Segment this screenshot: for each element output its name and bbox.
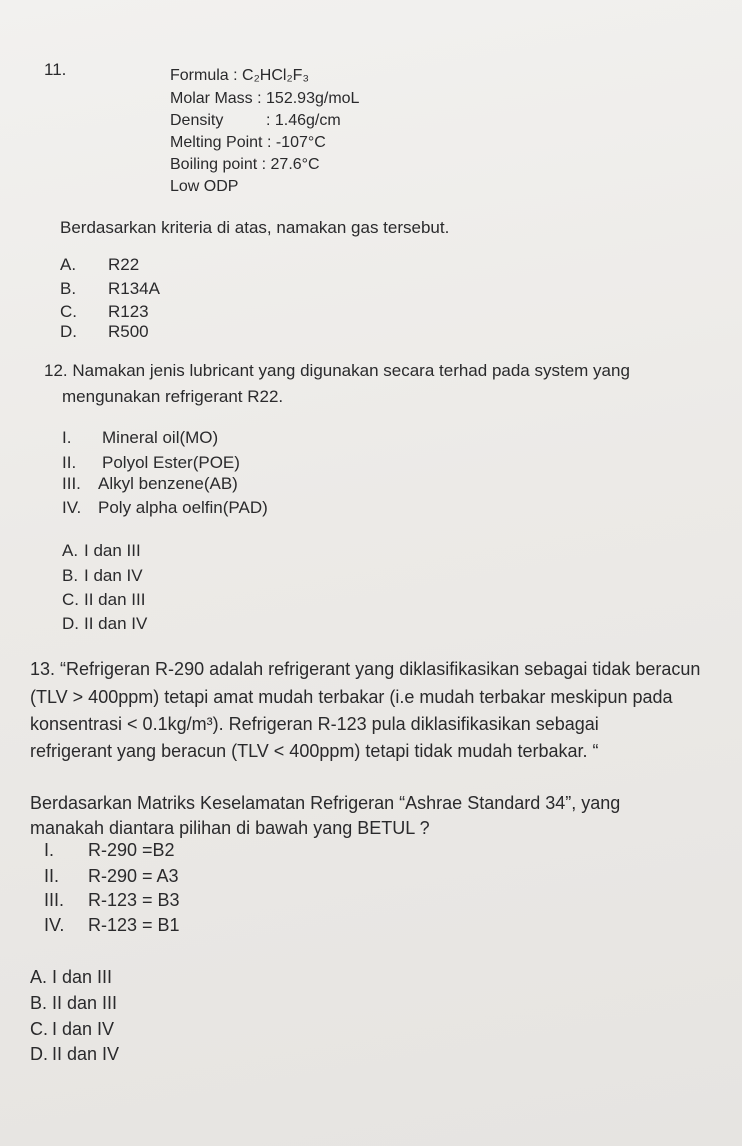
question-13-line-4: refrigerant yang beracun (TLV < 400ppm) tetapi tidak mudah terbakar. “ xyxy=(30,741,599,761)
option-text: R500 xyxy=(108,322,149,341)
item-text: R-123 = B3 xyxy=(88,890,180,910)
q12-item-4 xyxy=(62,498,268,518)
spec-value: : 1.46g/cm xyxy=(266,112,341,129)
option-letter: D. xyxy=(30,1044,48,1064)
q13-option-a[interactable] xyxy=(30,967,112,988)
q12-item-3 xyxy=(62,474,238,494)
q13-option-b[interactable] xyxy=(30,993,117,1014)
item-text: R-290 =B2 xyxy=(88,840,175,860)
option-text: II dan III xyxy=(52,993,118,1013)
q13-option-d[interactable] xyxy=(30,1044,119,1065)
item-roman: III. xyxy=(62,474,81,493)
item-roman: I. xyxy=(44,840,55,860)
question-13-line-3: konsentrasi < 0.1kg/m³). Refrigeran R-123 pula diklasifikasikan sebagai xyxy=(30,714,599,734)
question-13-line-1: 13. “Refrigeran R-290 adalah refrigerant yang diklasifikasikan sebagai tidak beracun xyxy=(30,659,701,679)
question-11-text: Berdasarkan kriteria di atas, namakan gas tersebut. xyxy=(60,218,450,237)
option-letter: A. xyxy=(62,541,79,560)
item-text: Polyol Ester(POE) xyxy=(102,453,240,472)
q13-item-2 xyxy=(44,866,179,887)
option-letter: B. xyxy=(30,993,48,1013)
spec-value: C₂HCl₂F₃ xyxy=(242,67,309,84)
q12-option-b[interactable] xyxy=(62,566,143,586)
q13-item-1 xyxy=(44,840,175,861)
item-roman: II. xyxy=(44,866,60,886)
q12-item-2 xyxy=(62,453,240,473)
option-text: I dan III xyxy=(84,541,141,560)
spec-melting-point xyxy=(170,132,326,154)
option-letter: C. xyxy=(60,302,77,321)
q11-option-c[interactable] xyxy=(60,302,149,322)
q12-item-1 xyxy=(62,428,218,448)
option-letter: B. xyxy=(62,566,79,585)
spec-label: Melting Point : xyxy=(170,134,272,151)
spec-molar-mass xyxy=(170,88,359,110)
q11-option-d[interactable] xyxy=(60,322,149,342)
item-roman: III. xyxy=(44,890,65,910)
option-text: II dan III xyxy=(84,590,146,609)
option-text: R123 xyxy=(108,302,149,321)
spec-label: Density xyxy=(170,112,224,129)
item-text: R-123 = B1 xyxy=(88,915,180,935)
question-12-line-2: mengunakan refrigerant R22. xyxy=(62,387,284,406)
item-text: Mineral oil(MO) xyxy=(102,428,219,447)
option-letter: C. xyxy=(30,1019,48,1039)
option-text: II dan IV xyxy=(52,1044,120,1064)
option-text: R134A xyxy=(108,279,160,298)
q11-option-a[interactable] xyxy=(60,255,139,275)
q12-option-a[interactable] xyxy=(62,541,141,561)
question-13-line-2: (TLV > 400ppm) tetapi amat mudah terbakar (i.e mudah terbakar meskipun pada xyxy=(30,687,673,707)
question-13-prompt-line-2: manakah diantara pilihan di bawah yang BETUL ? xyxy=(30,818,430,838)
item-roman: I. xyxy=(62,428,72,447)
spec-label: Molar Mass : xyxy=(170,90,262,107)
question-11-number: 11. xyxy=(44,60,67,79)
option-letter: A. xyxy=(60,255,77,274)
spec-density xyxy=(170,110,341,132)
question-12-line-1: 12. Namakan jenis lubricant yang digunakan secara terhad pada system yang xyxy=(44,361,630,380)
option-text: I dan IV xyxy=(52,1019,115,1039)
spec-label: Formula : xyxy=(170,67,238,84)
option-text: I dan IV xyxy=(84,566,143,585)
item-roman: IV. xyxy=(62,498,82,517)
spec-label: Low ODP xyxy=(170,178,239,195)
q13-option-c[interactable] xyxy=(30,1019,114,1040)
option-letter: B. xyxy=(60,279,77,298)
item-roman: IV. xyxy=(44,915,65,935)
q12-option-c[interactable] xyxy=(62,590,145,610)
option-text: R22 xyxy=(108,255,140,274)
item-roman: II. xyxy=(62,453,77,472)
option-text: II dan IV xyxy=(84,614,148,633)
q12-option-d[interactable] xyxy=(62,614,147,634)
spec-value: 27.6°C xyxy=(270,156,320,173)
item-text: Alkyl benzene(AB) xyxy=(98,474,238,493)
option-letter: C. xyxy=(62,590,79,609)
spec-formula xyxy=(170,65,309,87)
option-letter: D. xyxy=(60,322,77,341)
spec-value: -107°C xyxy=(275,134,326,151)
q11-option-b[interactable] xyxy=(60,279,160,299)
item-text: Poly alpha oelfin(PAD) xyxy=(98,498,268,517)
option-letter: A. xyxy=(30,967,48,987)
spec-low-odp xyxy=(170,176,238,198)
spec-label: Boiling point : xyxy=(170,156,267,173)
spec-boiling-point xyxy=(170,154,320,176)
option-text: I dan III xyxy=(52,967,113,987)
item-text: R-290 = A3 xyxy=(88,866,179,886)
option-letter: D. xyxy=(62,614,79,633)
question-13-prompt-line-1: Berdasarkan Matriks Keselamatan Refrigeran “Ashrae Standard 34”, yang xyxy=(30,793,621,813)
spec-value: 152.93g/moL xyxy=(266,90,360,107)
q13-item-4 xyxy=(44,915,180,936)
q13-item-3 xyxy=(44,890,180,911)
